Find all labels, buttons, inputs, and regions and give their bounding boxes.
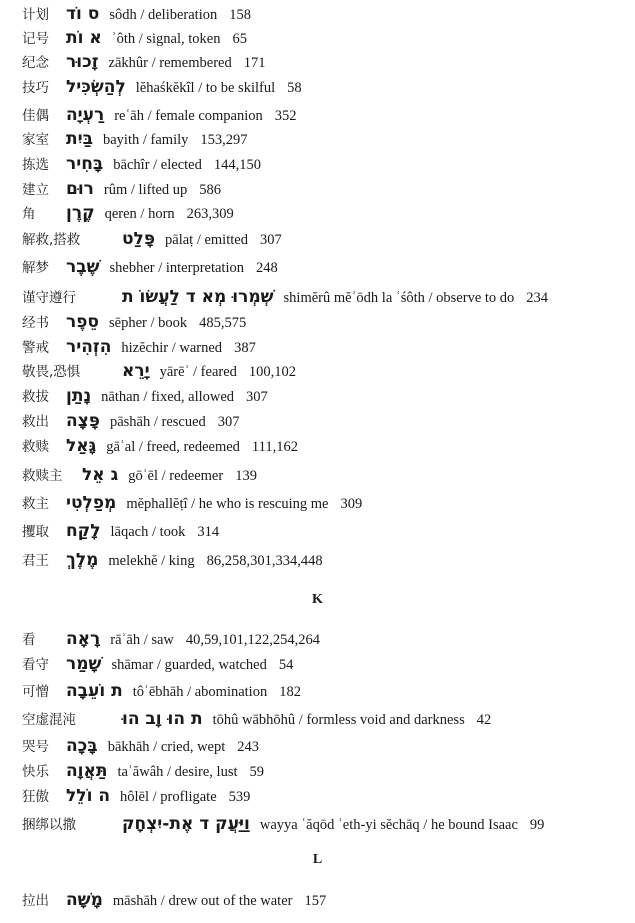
- entry-row: [22, 130, 627, 149]
- transliteration-meaning: pāshāh / rescued: [109, 414, 206, 430]
- entry-row: [22, 204, 627, 223]
- page-references: 234: [526, 290, 549, 306]
- chinese-term: 技巧: [22, 80, 49, 96]
- transliteration-meaning: lāqach / took: [110, 524, 186, 540]
- transliteration-meaning: tôʿēbhāh / abomination: [132, 684, 268, 700]
- entry-row: [22, 29, 627, 48]
- hebrew-word: הִזְהִיר: [66, 337, 112, 357]
- transliteration-meaning: sēpher / book: [108, 315, 188, 331]
- hebrew-word: מְפַלְטִי: [66, 493, 117, 513]
- chinese-term: 空虚混沌: [22, 712, 76, 728]
- chinese-term: 君王: [22, 553, 49, 569]
- page-references: 248: [255, 260, 278, 276]
- entry-row: [22, 53, 627, 72]
- page-references: 307: [217, 414, 240, 430]
- hebrew-word: בָּכָה: [66, 736, 98, 756]
- chinese-term: 救主: [22, 496, 49, 512]
- hebrew-word: רָאָה: [66, 629, 101, 649]
- hebrew-word: ה וֹלֵל: [66, 786, 111, 806]
- entry-row: [22, 551, 627, 570]
- transliteration-meaning: taʾăwâh / desire, lust: [117, 764, 238, 780]
- entry-row: [22, 682, 627, 701]
- entry-row: [22, 412, 627, 431]
- transliteration-meaning: ʾôth / signal, token: [111, 31, 221, 47]
- page-references: 243: [237, 739, 260, 755]
- transliteration-meaning: māshāh / drew out of the water: [112, 893, 293, 909]
- page-references: 314: [197, 524, 220, 540]
- page-references: 485,575: [199, 315, 247, 331]
- chinese-term: 警戒: [22, 340, 49, 356]
- chinese-term: 救赎: [22, 439, 49, 455]
- page-references: 58: [287, 80, 302, 96]
- page-references: 59: [249, 764, 265, 780]
- transliteration-meaning: bayith / family: [103, 132, 189, 148]
- hebrew-word: שְׁמְרוּ מְא ד לַעֲשׂוֹ ת: [122, 287, 274, 307]
- chinese-term: 攫取: [22, 524, 49, 540]
- hebrew-word: סֵפֶר: [66, 312, 99, 332]
- page-references: 387: [234, 340, 256, 356]
- transliteration-meaning: shāmar / guarded, watched: [111, 657, 267, 673]
- page-references: 86,258,301,334,448: [206, 553, 323, 569]
- hebrew-word: שָׁמַר: [66, 654, 102, 674]
- entry-row: [22, 362, 627, 381]
- page-references: 586: [199, 182, 222, 198]
- entry-row: [22, 815, 627, 834]
- page-references: 99: [529, 817, 545, 833]
- chinese-term: 经书: [22, 315, 49, 331]
- transliteration-meaning: yārēʾ / feared: [159, 364, 237, 380]
- hebrew-word: יָרֵא: [122, 361, 150, 381]
- hebrew-word: פָּלַט: [122, 229, 156, 249]
- page-references: 40,59,101,122,254,264: [185, 632, 321, 648]
- entry-row: [22, 630, 627, 649]
- entry-row: [22, 288, 627, 307]
- entry-row: [22, 655, 627, 674]
- hebrew-word: ת וֹעֵבָה: [66, 681, 123, 701]
- chinese-term: 看: [22, 632, 36, 648]
- page-references: 158: [229, 7, 251, 23]
- hebrew-word: מָשָׁה: [66, 890, 103, 910]
- transliteration-meaning: qeren / horn: [104, 206, 175, 222]
- section-letter: K: [312, 592, 323, 607]
- hebrew-word: רוּם: [66, 179, 94, 199]
- transliteration-meaning: pālaṭ / emitted: [165, 232, 248, 248]
- transliteration-meaning: gōʾēl / redeemer: [128, 468, 224, 484]
- entry-row: [22, 230, 627, 249]
- chinese-term: 快乐: [22, 764, 49, 780]
- chinese-term: 救拔: [22, 389, 49, 405]
- entry-row: [22, 106, 627, 125]
- entry-row: [22, 466, 627, 485]
- transliteration-meaning: mĕphallĕṭî / he who is rescuing me: [126, 496, 329, 512]
- page-references: 171: [243, 55, 266, 71]
- transliteration-meaning: bāchîr / elected: [113, 157, 202, 173]
- transliteration-meaning: gāʿal / freed, redeemed: [106, 439, 240, 455]
- entry-row: [22, 737, 627, 756]
- hebrew-word: א וֹת: [66, 28, 102, 48]
- entry-row: [22, 5, 627, 24]
- page-references: 100,102: [248, 364, 297, 380]
- chinese-term: 拉出: [22, 893, 49, 909]
- transliteration-meaning: tōhû wābhōhû / formless void and darkness: [212, 712, 465, 728]
- page-references: 352: [274, 108, 297, 124]
- transliteration-meaning: melekhĕ / king: [108, 553, 195, 569]
- chinese-term: 佳偶: [22, 108, 49, 124]
- hebrew-word: ת הוּ וָב הוּ: [122, 709, 203, 729]
- page-references: 539: [228, 789, 251, 805]
- chinese-term: 看守: [22, 657, 49, 673]
- hebrew-word: פָּצָה: [66, 411, 100, 431]
- transliteration-meaning: sôdh / deliberation: [109, 7, 218, 23]
- chinese-term: 救赎主: [22, 468, 63, 484]
- page-references: 309: [340, 496, 363, 512]
- hebrew-word: וַיַּעֲק ד אֶת-יִצְחָק: [122, 814, 250, 834]
- page-references: 307: [246, 389, 268, 405]
- chinese-term: 捆绑以撒: [22, 817, 76, 833]
- page-references: 182: [279, 684, 301, 700]
- hebrew-word: שֶׁבֶר: [66, 257, 100, 277]
- transliteration-meaning: lĕhaśkĕkîl / to be skilful: [135, 80, 276, 96]
- page-references: 157: [304, 893, 327, 909]
- chinese-term: 记号: [22, 31, 49, 47]
- hebrew-word: קֶרֶן: [66, 203, 95, 223]
- hebrew-word: לָקַח: [66, 521, 101, 541]
- page-references: 42: [476, 712, 492, 728]
- page-references: 65: [232, 31, 247, 47]
- hebrew-word: מֶלֶךְ: [66, 550, 99, 570]
- transliteration-meaning: shebher / interpretation: [109, 260, 244, 276]
- transliteration-meaning: zākhûr / remembered: [108, 55, 232, 71]
- transliteration-meaning: reʿāh / female companion: [114, 108, 263, 124]
- transliteration-meaning: rûm / lifted up: [103, 182, 188, 198]
- chinese-term: 可憎: [22, 684, 49, 700]
- chinese-term: 狂傲: [22, 789, 49, 805]
- page-references: 153,297: [200, 132, 248, 148]
- transliteration-meaning: hizĕchir / warned: [121, 340, 223, 356]
- page-references: 111,162: [251, 439, 298, 455]
- hebrew-word: תַּאֲוָה: [66, 761, 108, 781]
- hebrew-word: בַּיִת: [66, 129, 93, 149]
- section-letter: L: [312, 852, 323, 867]
- chinese-term: 拣选: [22, 157, 49, 173]
- entry-row: [22, 494, 627, 513]
- transliteration-meaning: rāʾāh / saw: [110, 632, 174, 648]
- page-references: 139: [235, 468, 257, 484]
- chinese-term: 谨守遵行: [22, 290, 76, 306]
- entry-row: [22, 762, 627, 781]
- hebrew-word: ס וֹד: [66, 4, 100, 24]
- transliteration-meaning: shimĕrû mĕʾōdh la ʿśôth / observe to do: [283, 290, 515, 306]
- entry-row: [22, 787, 627, 806]
- entry-row: [22, 710, 627, 729]
- entry-row: [22, 180, 627, 199]
- page-references: 144,150: [213, 157, 261, 173]
- chinese-term: 敬畏,恐惧: [22, 364, 81, 380]
- entry-row: [22, 338, 627, 357]
- chinese-term: 纪念: [22, 55, 49, 71]
- hebrew-word: ג אֵל: [82, 465, 119, 485]
- hebrew-word: גָּאַל: [66, 436, 97, 456]
- entry-row: [22, 258, 627, 277]
- hebrew-word: זָכוּר: [66, 52, 99, 72]
- entry-row: [22, 522, 627, 541]
- entry-row: [22, 155, 627, 174]
- chinese-term: 计划: [22, 7, 49, 23]
- transliteration-meaning: wayya ʿăqōd ʾeth-yi sĕchāq / he bound Isaac: [259, 817, 518, 833]
- chinese-term: 家室: [22, 132, 49, 148]
- transliteration-meaning: hôlēl / profligate: [120, 789, 217, 805]
- hebrew-word: נָתַן: [66, 386, 92, 406]
- entry-row: [22, 437, 627, 456]
- transliteration-meaning: bākhāh / cried, wept: [107, 739, 226, 755]
- chinese-term: 解梦: [22, 260, 49, 276]
- hebrew-word: לְהַשְׂכִּיל: [66, 77, 126, 97]
- entry-row: [22, 387, 627, 406]
- hebrew-word: בָּחִיר: [66, 154, 104, 174]
- page-references: 54: [278, 657, 294, 673]
- chinese-term: 建立: [22, 182, 49, 198]
- hebrew-word: רַעְיָה: [66, 105, 105, 125]
- chinese-term: 角: [22, 206, 36, 222]
- page-references: 263,309: [186, 206, 234, 222]
- entry-row: [22, 313, 627, 332]
- entry-row: [22, 891, 627, 910]
- transliteration-meaning: nāthan / fixed, allowed: [101, 389, 235, 405]
- chinese-term: 解救,搭救: [22, 232, 81, 248]
- chinese-term: 哭号: [22, 739, 49, 755]
- entry-row: [22, 78, 627, 97]
- page-references: 307: [259, 232, 282, 248]
- chinese-term: 救出: [22, 414, 49, 430]
